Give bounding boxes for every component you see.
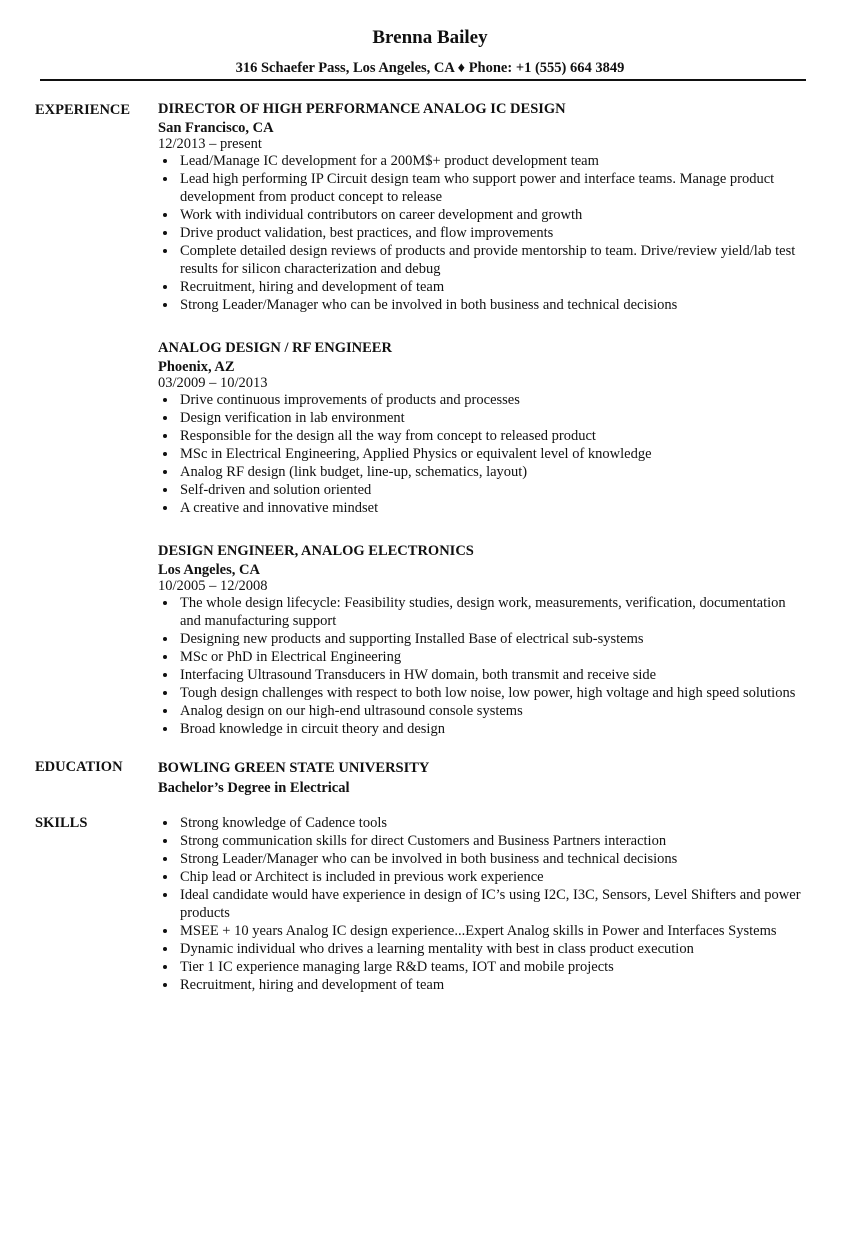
bullet-item: MSc in Electrical Engineering, Applied Physics or equivalent level of knowledge bbox=[180, 445, 810, 463]
bullet-item: Complete detailed design reviews of products and provide mentorship to team. Drive/review yield/lab test results for silicon characterization and debug bbox=[180, 242, 810, 278]
bullet-item: Analog RF design (link budget, line-up, schematics, layout) bbox=[180, 463, 810, 481]
skills-list bbox=[158, 814, 810, 994]
job-dates: 12/2013 – present bbox=[158, 136, 262, 152]
header-divider bbox=[40, 79, 806, 81]
job-entry bbox=[158, 541, 810, 738]
bullet-item: Designing new products and supporting Installed Base of electrical sub-systems bbox=[180, 630, 810, 648]
degree-name: Bachelor’s Degree in Electrical bbox=[158, 780, 350, 796]
education-body bbox=[158, 758, 810, 798]
skill-item: Recruitment, hiring and development of team bbox=[180, 976, 810, 994]
skill-item: Tier 1 IC experience managing large R&D teams, IOT and mobile projects bbox=[180, 958, 810, 976]
skill-item: Ideal candidate would have experience in design of IC’s using I2C, I3C, Sensors, Level Shifters and power products bbox=[180, 886, 810, 922]
bullet-item: Work with individual contributors on career development and growth bbox=[180, 206, 810, 224]
experience-section bbox=[35, 99, 810, 738]
job-dates: 03/2009 – 10/2013 bbox=[158, 375, 268, 391]
bullet-item: Interfacing Ultrasound Transducers in HW domain, both transmit and receive side bbox=[180, 666, 810, 684]
skill-item: Strong Leader/Manager who can be involved in both business and technical decisions bbox=[180, 850, 810, 868]
skills-body bbox=[158, 814, 810, 994]
job-location: San Francisco, CA bbox=[158, 120, 274, 136]
skill-item: Chip lead or Architect is included in previous work experience bbox=[180, 868, 810, 886]
bullet-item: Analog design on our high-end ultrasound console systems bbox=[180, 702, 810, 720]
experience-label: EXPERIENCE bbox=[35, 102, 131, 118]
bullet-item: Drive product validation, best practices, and flow improvements bbox=[180, 224, 810, 242]
job-location: Phoenix, AZ bbox=[158, 359, 235, 375]
job-entry bbox=[158, 99, 810, 314]
contact-line: 316 Schaefer Pass, Los Angeles, CA ♦ Phone: +1 (555) 664 3849 bbox=[235, 60, 625, 76]
job-bullets bbox=[158, 594, 810, 738]
school-name: BOWLING GREEN STATE UNIVERSITY bbox=[158, 760, 430, 776]
bullet-item: Strong Leader/Manager who can be involved in both business and technical decisions bbox=[180, 296, 810, 314]
job-location: Los Angeles, CA bbox=[158, 562, 260, 578]
job-bullets bbox=[158, 152, 810, 314]
resume-header bbox=[0, 0, 860, 77]
experience-body bbox=[158, 99, 810, 738]
bullet-item: Design verification in lab environment bbox=[180, 409, 810, 427]
skill-item: Dynamic individual who drives a learning mentality with best in class product execution bbox=[180, 940, 810, 958]
education-section bbox=[35, 758, 810, 798]
skill-item: Strong knowledge of Cadence tools bbox=[180, 814, 810, 832]
job-entry bbox=[158, 338, 810, 517]
bullet-item: MSc or PhD in Electrical Engineering bbox=[180, 648, 810, 666]
bullet-item: Recruitment, hiring and development of team bbox=[180, 278, 810, 296]
skill-item: Strong communication skills for direct Customers and Business Partners interaction bbox=[180, 832, 810, 850]
job-bullets bbox=[158, 391, 810, 517]
education-label: EDUCATION bbox=[35, 759, 123, 775]
job-title: ANALOG DESIGN / RF ENGINEER bbox=[158, 340, 392, 356]
bullet-item: A creative and innovative mindset bbox=[180, 499, 810, 517]
bullet-item: The whole design lifecycle: Feasibility studies, design work, measurements, verification, documentation and manufacturing support bbox=[180, 594, 810, 630]
bullet-item: Tough design challenges with respect to both low noise, low power, high voltage and high speed solutions bbox=[180, 684, 810, 702]
bullet-item: Drive continuous improvements of products and processes bbox=[180, 391, 810, 409]
skills-section bbox=[35, 814, 810, 994]
skill-item: MSEE + 10 years Analog IC design experience...Expert Analog skills in Power and Interfaces Systems bbox=[180, 922, 810, 940]
bullet-item: Self-driven and solution oriented bbox=[180, 481, 810, 499]
bullet-item: Lead/Manage IC development for a 200M$+ product development team bbox=[180, 152, 810, 170]
skills-label: SKILLS bbox=[35, 815, 88, 831]
candidate-name: Brenna Bailey bbox=[372, 27, 488, 48]
bullet-item: Broad knowledge in circuit theory and design bbox=[180, 720, 810, 738]
bullet-item: Lead high performing IP Circuit design team who support power and interface teams. Manage product development from product concept to release bbox=[180, 170, 810, 206]
job-title: DESIGN ENGINEER, ANALOG ELECTRONICS bbox=[158, 543, 474, 559]
bullet-item: Responsible for the design all the way from concept to released product bbox=[180, 427, 810, 445]
job-title: DIRECTOR OF HIGH PERFORMANCE ANALOG IC DESIGN bbox=[158, 101, 566, 117]
job-dates: 10/2005 – 12/2008 bbox=[158, 578, 268, 594]
